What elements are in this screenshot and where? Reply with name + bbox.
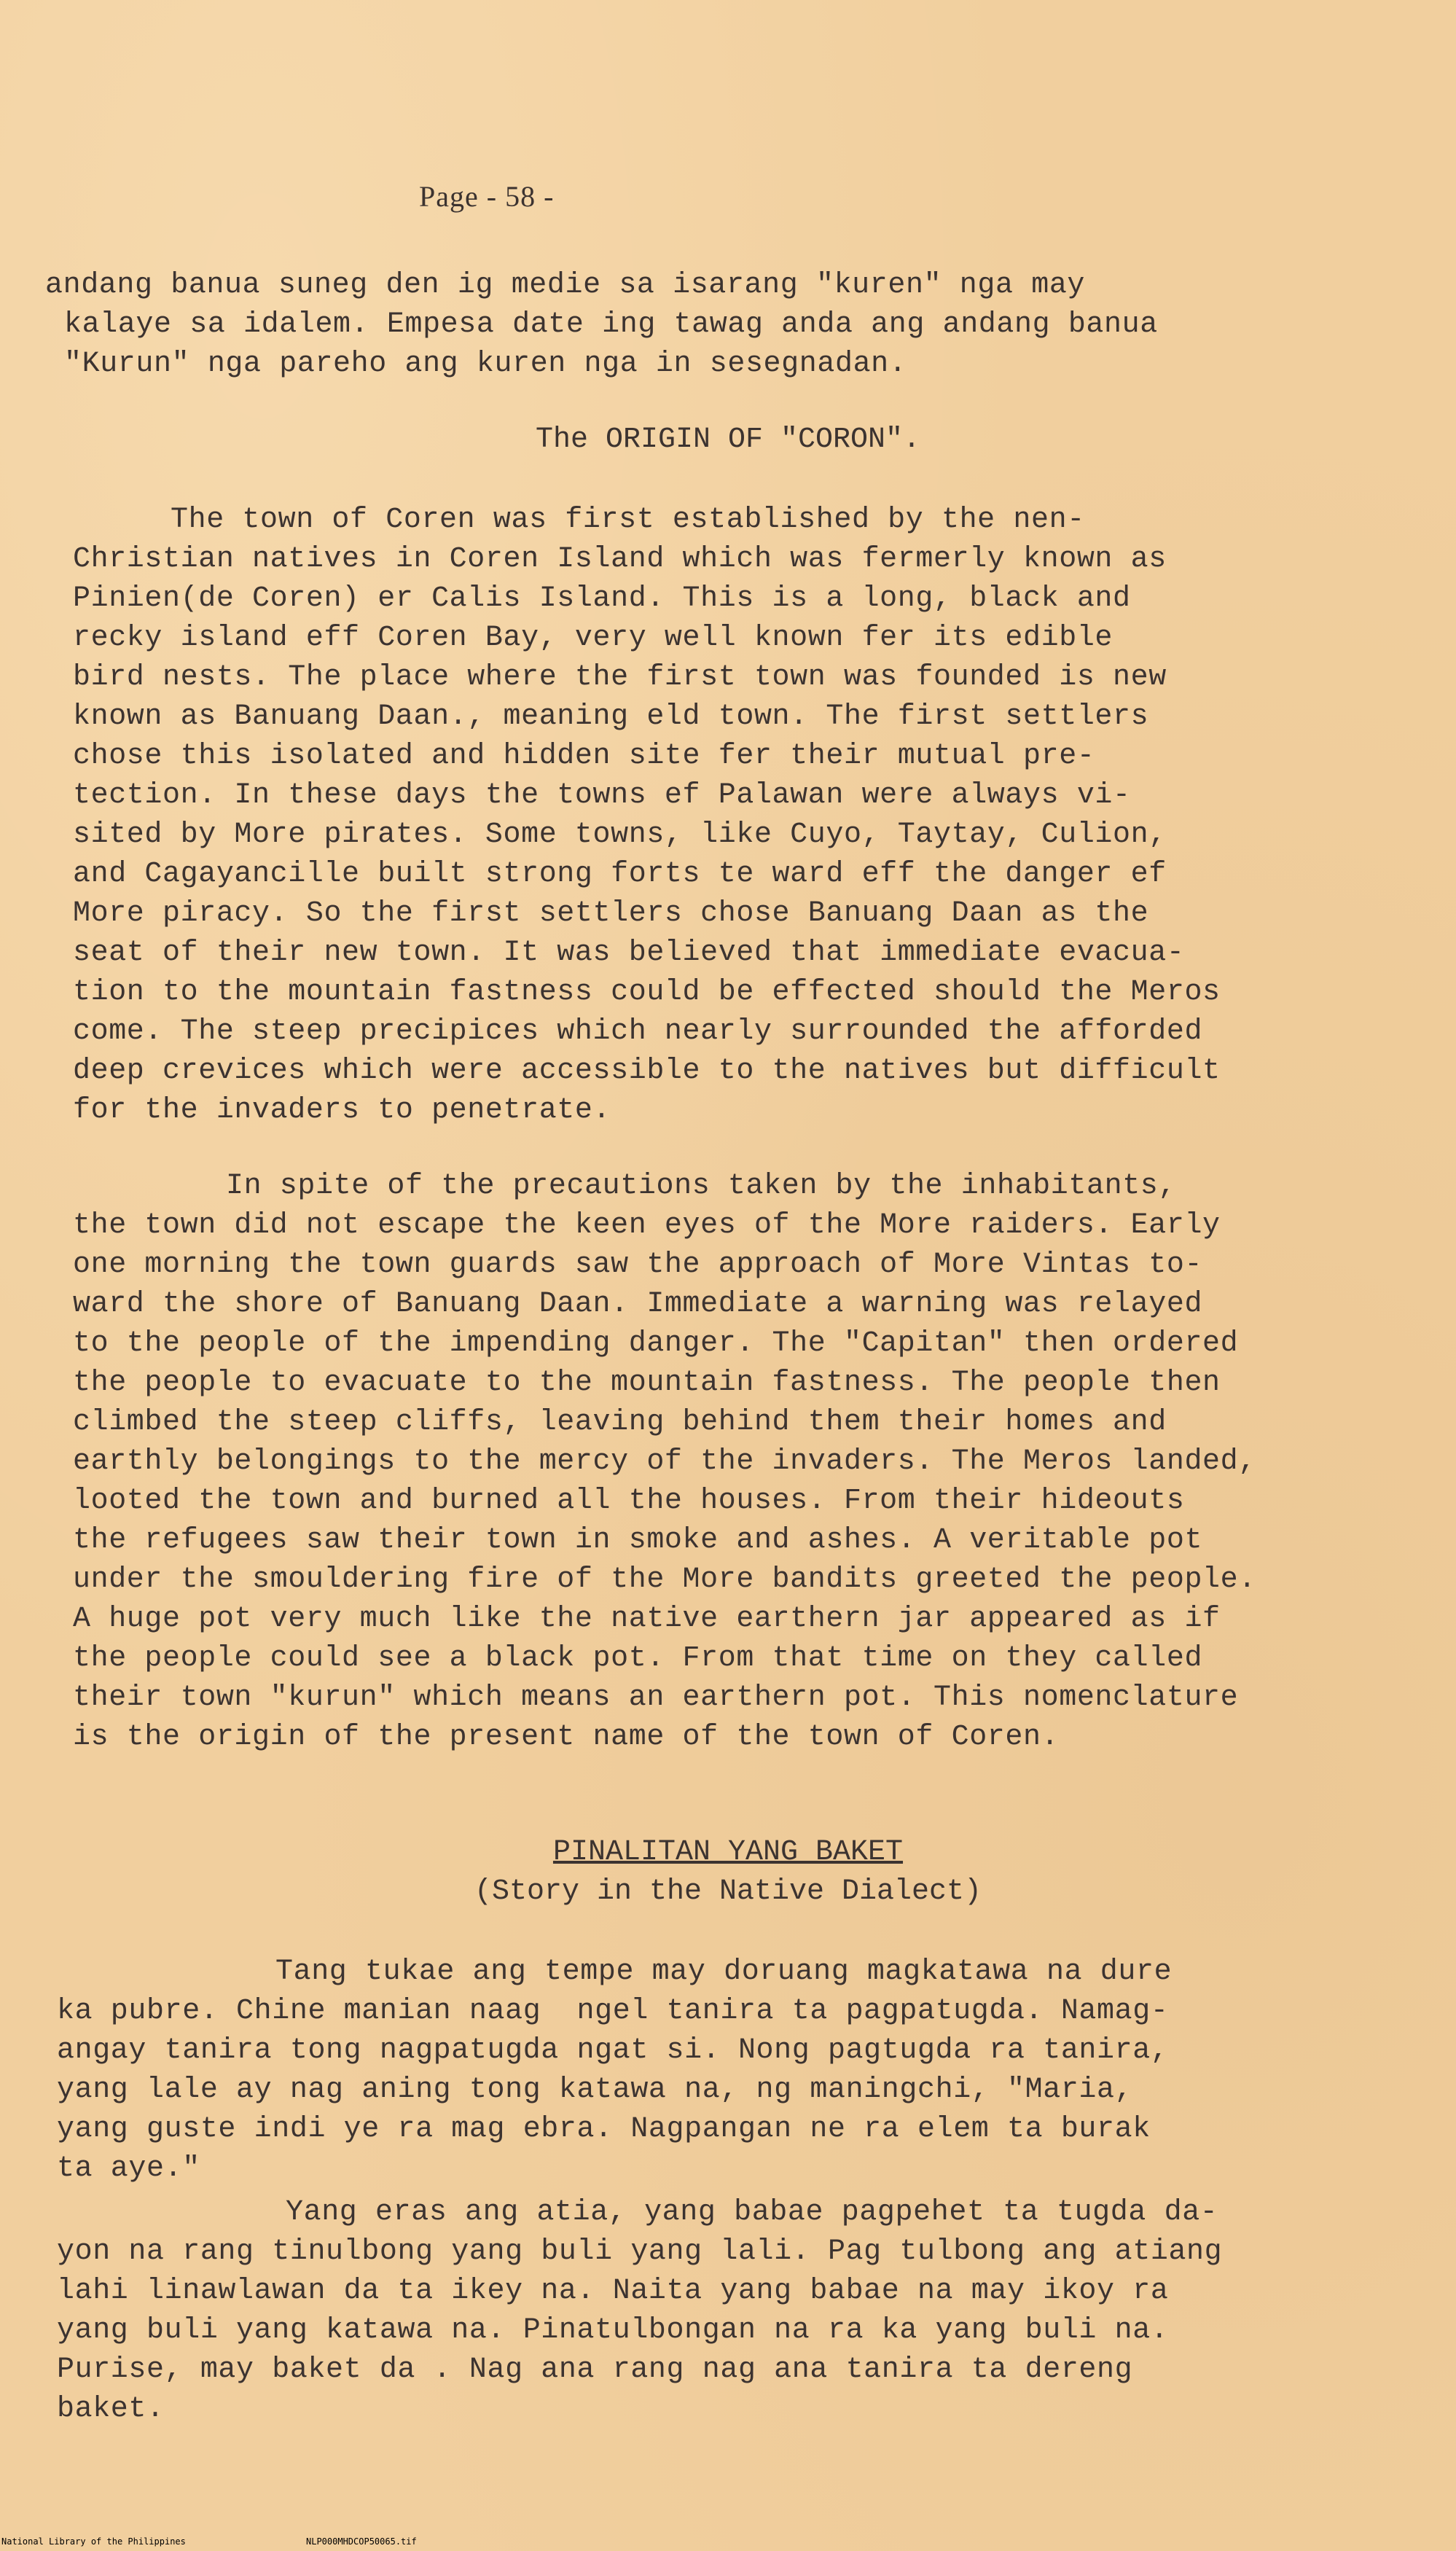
section-subtitle-story: (Story in the Native Dialect) xyxy=(474,1875,982,1908)
text-line: for the invaders to penetrate. xyxy=(73,1094,611,1127)
text-line: Tang tukae ang tempe may doruang magkatawa na dure xyxy=(275,1956,1173,1988)
text-line: bird nests. The place where the first town was founded is new xyxy=(73,661,1167,694)
text-line: yang buli yang katawa na. Pinatulbongan na ra ka yang buli na. xyxy=(57,2314,1169,2347)
text-line: Pinien(de Coren) er Calis Island. This is a long, black and xyxy=(73,582,1131,615)
text-line: yon na rang tinulbong yang buli yang lali. Pag tulbong ang atiang xyxy=(57,2235,1223,2268)
text-line: and Cagayancille built strong forts te ward eff the danger ef xyxy=(73,858,1167,891)
text-line: their town "kurun" which means an earthern pot. This nomenclature xyxy=(73,1681,1239,1714)
text-line: chose this isolated and hidden site fer their mutual pre- xyxy=(73,740,1095,773)
text-line: "Kurun" nga pareho ang kuren nga in sesegnadan. xyxy=(64,348,907,380)
text-line: lahi linawlawan da ta ikey na. Naita yang babae na may ikoy ra xyxy=(57,2275,1169,2308)
text-line: is the origin of the present name of the town of Coren. xyxy=(73,1721,1060,1754)
section-title-origin: The ORIGIN OF "CORON". xyxy=(535,423,921,456)
text-line: the town did not escape the keen eyes of the More raiders. Early xyxy=(73,1209,1221,1242)
text-line: kalaye sa idalem. Empesa date ing tawag anda ang andang banua xyxy=(64,308,1158,341)
text-line: one morning the town guards saw the approach of More Vintas to- xyxy=(73,1249,1203,1281)
text-line: andang banua suneg den ig medie sa isarang "kuren" nga may xyxy=(45,269,1086,302)
text-line: the people could see a black pot. From that time on they called xyxy=(73,1642,1203,1675)
text-line: looted the town and burned all the houses. From their hideouts xyxy=(73,1485,1185,1517)
section-title-story: PINALITAN YANG BAKET xyxy=(552,1836,904,1869)
page-header: Page - 58 - xyxy=(419,180,555,213)
text-line: A huge pot very much like the native earthern jar appeared as if xyxy=(73,1603,1221,1636)
text-line: tection. In these days the towns ef Palawan were always vi- xyxy=(73,779,1131,812)
text-line: Christian natives in Coren Island which was fermerly known as xyxy=(73,543,1167,576)
text-line: the refugees saw their town in smoke and ashes. A veritable pot xyxy=(73,1524,1203,1557)
text-line: More piracy. So the first settlers chose Banuang Daan as the xyxy=(73,897,1149,930)
text-line: ward the shore of Banuang Daan. Immediate a warning was relayed xyxy=(73,1288,1203,1321)
text-line: Purise, may baket da . Nag ana rang nag ana tanira ta dereng xyxy=(57,2353,1133,2386)
text-line: the people to evacuate to the mountain fastness. The people then xyxy=(73,1367,1221,1399)
text-line: In spite of the precautions taken by the inhabitants, xyxy=(226,1170,1177,1203)
text-line: yang guste indi ye ra mag ebra. Nagpangan ne ra elem ta burak xyxy=(57,2113,1151,2146)
text-line: recky island eff Coren Bay, very well known fer its edible xyxy=(73,622,1113,655)
text-line: Yang eras ang atia, yang babae pagpehet ta tugda da- xyxy=(286,2196,1218,2229)
text-line: to the people of the impending danger. The "Capitan" then ordered xyxy=(73,1327,1239,1360)
text-line: earthly belongings to the mercy of the invaders. The Meros landed, xyxy=(73,1445,1256,1478)
text-line: The town of Coren was first established by the nen- xyxy=(171,504,1085,536)
footer-library-credit: National Library of the Philippines xyxy=(1,2536,186,2547)
text-line: deep crevices which were accessible to the natives but difficult xyxy=(73,1055,1221,1087)
text-line: angay tanira tong nagpatugda ngat si. Nong pagtugda ra tanira, xyxy=(57,2034,1169,2067)
text-line: sited by More pirates. Some towns, like Cuyo, Taytay, Culion, xyxy=(73,819,1167,851)
text-line: ka pubre. Chine manian naag ngel tanira ta pagpatugda. Namag- xyxy=(57,1995,1169,2028)
footer-file-id: NLP000MHDCOP50065.tif xyxy=(306,2536,417,2547)
text-line: seat of their new town. It was believed that immediate evacua- xyxy=(73,937,1185,969)
text-line: baket. xyxy=(57,2393,165,2426)
text-line: yang lale ay nag aning tong katawa na, ng maningchi, "Maria, xyxy=(57,2074,1133,2106)
text-line: climbed the steep cliffs, leaving behind them their homes and xyxy=(73,1406,1167,1439)
text-line: tion to the mountain fastness could be effected should the Meros xyxy=(73,976,1221,1009)
text-line: under the smouldering fire of the More bandits greeted the people. xyxy=(73,1563,1256,1596)
text-line: known as Banuang Daan., meaning eld town. The first settlers xyxy=(73,700,1149,733)
text-line: come. The steep precipices which nearly surrounded the afforded xyxy=(73,1015,1203,1048)
text-line: ta aye." xyxy=(57,2152,200,2185)
